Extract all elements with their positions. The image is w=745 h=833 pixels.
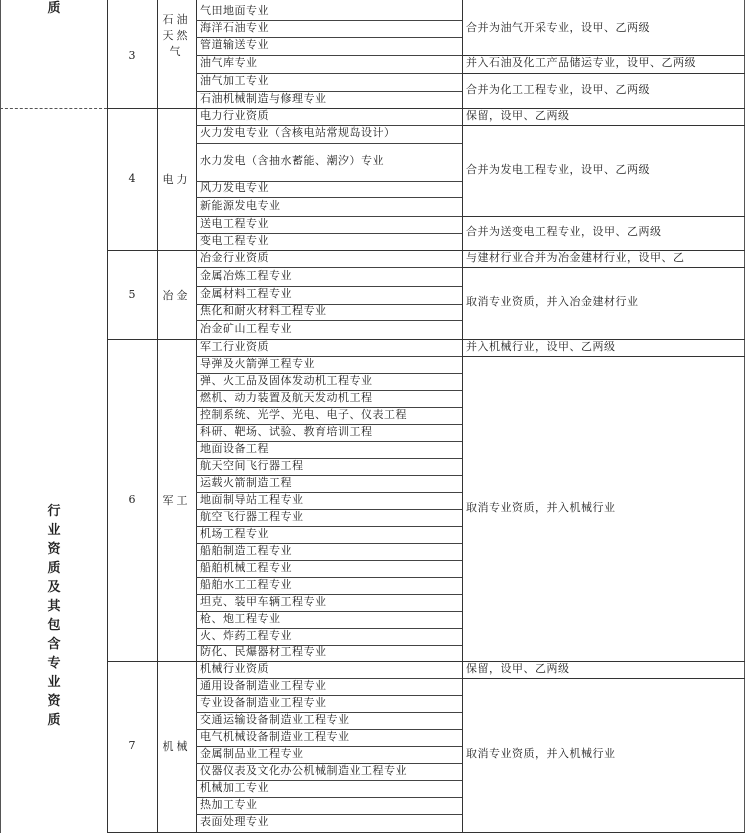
- item-row-divider: [196, 441, 462, 442]
- item-label: 导弹及火箭弹工程专业: [200, 357, 315, 370]
- item-row-divider: [196, 560, 462, 561]
- item-row-divider: [196, 577, 462, 578]
- item-row-divider: [196, 611, 462, 612]
- item-row-divider: [196, 216, 462, 217]
- group-number: 5: [128, 288, 136, 301]
- remark-text: 与建材行业合并为冶金建材行业，设甲、乙: [466, 251, 685, 264]
- remark-text: 取消专业资质，并入机械行业: [466, 747, 616, 760]
- item-label: 航空飞行器工程专业: [200, 510, 304, 523]
- group-number: 4: [128, 172, 136, 185]
- item-row-divider: [196, 814, 462, 815]
- remark-row-divider: [462, 73, 745, 74]
- side-title-char: 包: [47, 618, 61, 633]
- item-row-divider: [196, 492, 462, 493]
- item-row-divider: [196, 475, 462, 476]
- item-label: 油气加工专业: [200, 74, 269, 87]
- item-label: 金属制品业工程专业: [200, 747, 304, 760]
- item-label: 管道输送专业: [200, 38, 269, 51]
- item-row-divider: [196, 729, 462, 730]
- side-title-char: 其: [47, 599, 61, 614]
- side-title-char: 行: [47, 504, 61, 519]
- item-label: 燃机、动力装置及航天发动机工程: [200, 391, 373, 404]
- item-label: 水力发电（含抽水蓄能、潮汐）专业: [200, 154, 384, 167]
- table-left-border: [0, 0, 1, 833]
- item-row-divider: [196, 712, 462, 713]
- item-label: 变电工程专业: [200, 234, 269, 247]
- category-label: 气: [169, 45, 184, 58]
- item-label: 机械加工专业: [200, 781, 269, 794]
- group-number: 6: [128, 493, 136, 506]
- item-label: 运载火箭制造工程: [200, 476, 292, 489]
- item-label: 交通运输设备制造业工程专业: [200, 713, 350, 726]
- item-label: 热加工专业: [200, 798, 258, 811]
- group-number: 3: [128, 49, 136, 62]
- item-label: 弹、火工品及固体发动机工程专业: [200, 374, 373, 387]
- item-label: 通用设备制造业工程专业: [200, 679, 327, 692]
- item-label: 石油机械制造与修理专业: [200, 92, 327, 105]
- item-label: 火力发电专业（含核电站常规岛设计）: [200, 126, 396, 139]
- remark-row-divider: [462, 678, 745, 679]
- item-row-divider: [196, 594, 462, 595]
- item-label: 仪器仪表及文化办公机械制造业工程专业: [200, 764, 407, 777]
- side-title-top: 质: [47, 1, 61, 16]
- item-row-divider: [196, 695, 462, 696]
- item-label: 新能源发电专业: [200, 199, 281, 212]
- item-label: 电力行业资质: [200, 109, 269, 122]
- side-title-char: 业: [47, 675, 61, 690]
- side-title-char: 含: [47, 637, 61, 652]
- item-label: 冶金行业资质: [200, 251, 269, 264]
- item-label: 风力发电专业: [200, 181, 269, 194]
- item-row-divider: [196, 73, 462, 74]
- item-row-divider: [196, 458, 462, 459]
- item-label: 军工行业资质: [200, 340, 269, 353]
- category-label: 天然: [162, 29, 191, 42]
- remark-text: 保留，设甲、乙两级: [466, 109, 570, 122]
- remark-row-divider: [462, 356, 745, 357]
- group-number: 7: [128, 739, 136, 752]
- category-label: 冶金: [162, 289, 191, 302]
- item-label: 气田地面专业: [200, 4, 269, 17]
- remark-text: 保留，设甲、乙两级: [466, 662, 570, 675]
- item-row-divider: [196, 320, 462, 321]
- item-row-divider: [196, 20, 462, 21]
- item-label: 防化、民爆器材工程专业: [200, 645, 327, 658]
- item-row-divider: [196, 390, 462, 391]
- item-label: 海洋石油专业: [200, 21, 269, 34]
- item-label: 火、炸药工程专业: [200, 629, 292, 642]
- item-row-divider: [196, 181, 462, 182]
- item-row-divider: [196, 509, 462, 510]
- item-row-divider: [196, 746, 462, 747]
- item-row-divider: [196, 763, 462, 764]
- column-divider-category: [157, 0, 158, 833]
- side-title-char: 专: [47, 656, 61, 671]
- remark-text: 合并为油气开采专业，设甲、乙两级: [466, 21, 650, 34]
- item-row-divider: [196, 143, 462, 144]
- item-row-divider: [196, 780, 462, 781]
- item-row-divider: [196, 37, 462, 38]
- item-label: 机械行业资质: [200, 662, 269, 675]
- remark-text: 并入机械行业，设甲、乙两级: [466, 340, 616, 353]
- item-row-divider: [196, 197, 462, 198]
- item-label: 地面制导站工程专业: [200, 493, 304, 506]
- side-title-char: 质: [47, 561, 61, 576]
- item-row-divider: [196, 356, 462, 357]
- side-title-char: 资: [47, 694, 61, 709]
- item-row-divider: [196, 233, 462, 234]
- item-label: 专业设备制造业工程专业: [200, 696, 327, 709]
- item-label: 科研、靶场、试验、教育培训工程: [200, 425, 373, 438]
- item-row-divider: [196, 91, 462, 92]
- item-label: 金属冶炼工程专业: [200, 269, 292, 282]
- item-label: 电气机械设备制造业工程专业: [200, 730, 350, 743]
- item-label: 油气库专业: [200, 56, 258, 69]
- side-title-char: 资: [47, 542, 61, 557]
- side-title-char: 业: [47, 523, 61, 538]
- side-title-char: 及: [47, 580, 61, 595]
- remark-text: 并入石油及化工产品储运专业，设甲、乙两级: [466, 56, 696, 69]
- item-row-divider: [196, 645, 462, 646]
- category-label: 石油: [162, 13, 191, 26]
- item-label: 焦化和耐火材料工程专业: [200, 304, 327, 317]
- remark-text: 取消专业资质，并入机械行业: [466, 501, 616, 514]
- column-divider-no: [107, 0, 108, 833]
- item-row-divider: [196, 526, 462, 527]
- item-label: 船舶机械工程专业: [200, 561, 292, 574]
- remark-text: 合并为送变电工程专业，设甲、乙两级: [466, 225, 662, 238]
- remark-row-divider: [462, 216, 745, 217]
- item-row-divider: [196, 373, 462, 374]
- item-row-divider: [196, 678, 462, 679]
- item-row-divider: [196, 125, 462, 126]
- item-label: 船舶制造工程专业: [200, 544, 292, 557]
- item-label: 航天空间飞行器工程: [200, 459, 304, 472]
- side-title-char: 质: [47, 713, 61, 728]
- item-row-divider: [196, 267, 462, 268]
- item-label: 机场工程专业: [200, 527, 269, 540]
- item-label: 船舶水工工程专业: [200, 578, 292, 591]
- category-label: 电力: [162, 173, 191, 186]
- item-label: 地面设备工程: [200, 442, 269, 455]
- category-label: 机械: [162, 740, 191, 753]
- item-label: 坦克、装甲车辆工程专业: [200, 595, 327, 608]
- section-dashed-divider: [0, 108, 107, 109]
- item-row-divider: [196, 797, 462, 798]
- item-label: 枪、炮工程专业: [200, 612, 281, 625]
- item-label: 送电工程专业: [200, 217, 269, 230]
- item-label: 控制系统、光学、光电、电子、仪表工程: [200, 408, 407, 421]
- category-label: 军工: [162, 494, 191, 507]
- item-row-divider: [196, 543, 462, 544]
- item-row-divider: [196, 304, 462, 305]
- remark-text: 合并为发电工程专业，设甲、乙两级: [466, 163, 650, 176]
- item-row-divider: [196, 55, 462, 56]
- item-label: 冶金矿山工程专业: [200, 322, 292, 335]
- remark-row-divider: [462, 125, 745, 126]
- item-row-divider: [196, 424, 462, 425]
- item-row-divider: [196, 286, 462, 287]
- item-row-divider: [196, 407, 462, 408]
- remark-text: 取消专业资质，并入冶金建材行业: [466, 295, 639, 308]
- remark-text: 合并为化工工程专业，设甲、乙两级: [466, 83, 650, 96]
- item-row-divider: [196, 628, 462, 629]
- remark-row-divider: [462, 267, 745, 268]
- item-label: 金属材料工程专业: [200, 287, 292, 300]
- item-label: 表面处理专业: [200, 815, 269, 828]
